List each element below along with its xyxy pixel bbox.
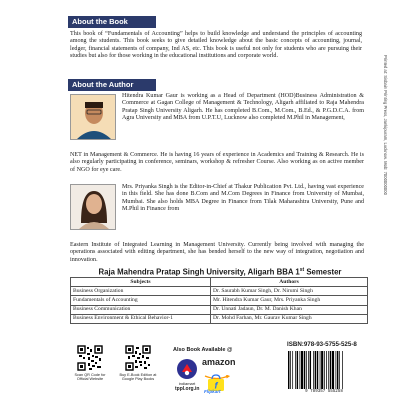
qr2-caption: Buy E-Book Edition at Google Play Books: [119, 373, 157, 382]
table-row: [71, 305, 368, 314]
table-header-row: [71, 278, 368, 287]
table-row: [71, 314, 368, 323]
table-cell-subject: Business Communication: [71, 305, 211, 314]
table-cell-authors: Dr. Mohd Farhan, Mr. Gaurav Kumar Singh: [211, 314, 368, 323]
table-cell-subject: Business Organization: [71, 287, 211, 296]
qr-code-website-icon[interactable]: [77, 345, 103, 371]
side-printer-info: Printed at: Sisbain Printing Press, Jankipuram, Lucknow. Mob: 7000000000: [383, 55, 388, 195]
flipkart-caption: Flipkart: [204, 389, 221, 394]
university-title: [70, 267, 370, 277]
subjects-table: [70, 277, 368, 324]
qr-code-ebook-icon[interactable]: [125, 345, 151, 371]
author-photo-hitendra: [70, 94, 116, 140]
about-book-text: This book of “Fundamentals of Accounting” helps to build knowledge and understand the principles of accounting among the students. This book seeks to give detailed knowledge about the basic concepts of accounting, journal, ledger, financial statements of company, Ind AS, etc. This book is useful not only for students who are pursuing their studies but also for those working in the educational institutions and corporate world.: [70, 31, 362, 60]
university-title-sup: st: [299, 267, 305, 273]
university-title-main: Raja Mahendra Pratap Singh University, Aligarh BBA 1: [98, 267, 300, 277]
table-cell-subject: Business Environment & Ethical Behavior-1: [71, 314, 211, 323]
table-row: [71, 287, 368, 296]
author-photo-priyanka: [70, 184, 116, 230]
table-header-authors: Authors: [211, 278, 368, 287]
table-row: [71, 296, 368, 305]
author2-text-continued: Eastern Institute of Integrated Learning in Management University. Currently being involved with managing the operations associated with editing department, she has bended herself to the new way of integration, negotiation and innovation.: [70, 242, 364, 263]
table-cell-subject: Fundamentals of Accounting: [71, 296, 211, 305]
table-cell-authors: Dr. Unnati Jadaun, Dr. M. Danish Khan: [211, 305, 368, 314]
table-header-subjects: Subjects: [71, 278, 211, 287]
svg-text:f: f: [214, 380, 218, 391]
isbn-label: ISBN:978-93-5755-525-8: [287, 341, 357, 348]
amazon-logo-text[interactable]: amazon: [202, 357, 236, 367]
indiamart-logo-icon[interactable]: [176, 358, 198, 380]
author2-text: Mrs. Priyanka Singh is the Editor-in-Chief at Thakur Publication Pvt. Ltd., having vast experience in this field. She has done B.Com and M.Com Degrees in Finance from University of Mumbai, Mumbai. She also holds MBA Degree in Finance from Tilak Maharashtra University, Pune and M.Phil in Finance from: [122, 184, 364, 213]
about-book-heading: About the Book: [68, 16, 156, 28]
amazon-smile-icon: [204, 367, 230, 372]
about-author-heading: About the Author: [68, 79, 156, 91]
table-cell-authors: Dr. Saurabh Kumar Singh, Dr. Nirumi Singh: [211, 287, 368, 296]
tppl-website-link[interactable]: tppl.org.in: [175, 386, 200, 392]
barcode-icon: [286, 350, 362, 390]
table-cell-authors: Mr. Hitendra Kumar Gaur, Mrs. Priyanka Singh: [211, 296, 368, 305]
barcode-number: 9 789357 555258: [305, 390, 343, 394]
author1-text-continued: NET in Management & Commerce. He is having 16 years of experience in Academics and Training & Research. He is also regularly participating in conference, seminars, workshop & refresher Course. Also working as on active member of NGO for eye care.: [70, 152, 364, 173]
qr1-caption: Scan QR Code for Official Website: [74, 373, 106, 382]
author1-text: Hitendra Kumar Gaur is working as a Head of Department (HOD)Business Administration & Commerce at Gagan College of Management & Technology, Aligarh affiliated to Raja Mahendra Pratap Singh University Aligarh. He has completed B.Com., M.Com., B.Ed., & P.G.D.C.A. from Agra University and MBA from U.P.T.U, Lucknow also completed M.Phil in Management,: [122, 93, 364, 122]
indiamart-caption: indiamart: [178, 381, 196, 386]
university-title-end: Semester: [304, 267, 342, 277]
also-available-label: Also Book Available @: [173, 347, 233, 353]
